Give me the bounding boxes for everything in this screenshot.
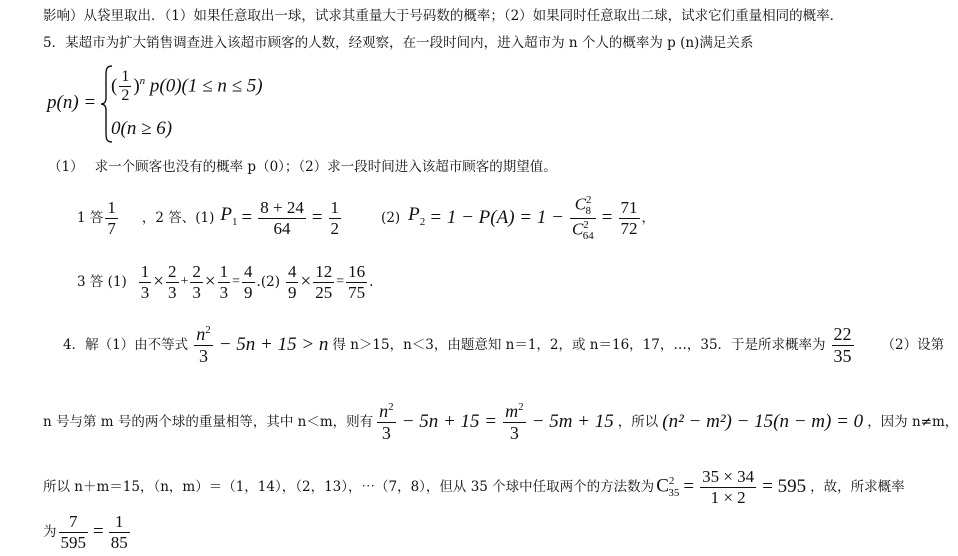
r2-num: 71	[620, 197, 638, 217]
formula-lhs: p(n) =	[47, 92, 97, 113]
a4c-f-num: 35 × 34	[702, 466, 755, 486]
a4b-tail: ，因为 n≠m，	[867, 414, 958, 430]
piecewise-formula	[47, 64, 287, 144]
a4c-c-sup: 2	[668, 474, 675, 487]
answer-3-line: 3 答 (1) $\frac{1}{3}$ × $\frac{2}{3}$ + $\frac{2}{3}$ × $\frac{1}{3}$ = $\frac{4}{9}$ .(2) $\frac{4}{9}$ × $\frac{12}{25}$ = $\frac{16}{75}$ .	[77, 261, 374, 302]
a4c-c-sub: 35	[668, 487, 680, 500]
a4c-intro: 所以 n＋m＝15，（n，m）＝（1，14），（2，13），⋯（7，8），但从 35 个球中任取两个的方法数为	[43, 479, 655, 495]
answer-3-label: 3 答 (1)	[77, 274, 127, 290]
a3-a-den: 3	[140, 282, 150, 302]
a1-tail: ，	[641, 210, 655, 226]
a4b-mid: ，所以	[617, 414, 659, 430]
a4-p-den: 35	[833, 345, 852, 366]
case-1: ( $\frac{1}{2}$ )$^n$ p(0)(1 ≤ n ≤ 5)	[111, 68, 263, 105]
a4-tail: （2）设第	[881, 337, 945, 353]
a4c-result: = 595	[762, 476, 807, 497]
a4-n: n	[196, 323, 206, 344]
answer-2-label: ，2 答、(1)	[141, 210, 215, 226]
case1-tail: p(0)(1 ≤ n ≤ 5)	[149, 75, 263, 97]
a4b-den: 3	[381, 422, 391, 443]
a4d-r-num: 1	[109, 512, 130, 533]
answer-4-line-2: n 号与第 m 号的两个球的重量相等，其中 n＜m，则有 $\frac{n^2}{3}$ − 5n + 15 = $\frac{m^2}{3}$ − 5m + 15 ，所以 (n² − m²) − 15(n − m) = 0 ，因为 n≠m，	[43, 400, 958, 443]
answer-4-line-3: 所以 n＋m＝15，（n，m）＝（1，14），（2，13），⋯（7，8），但从 35 个球中任取两个的方法数为 $C^2_{35}$ = $\frac{35 \times 34}{1 \times 2}$ = 595 ，故，所求概率	[43, 466, 905, 507]
a3-g-num: 12	[315, 261, 333, 281]
a4d-f-den: 595	[60, 532, 86, 552]
case1-exponent: n	[139, 74, 146, 87]
answer-1-2-line: 1 答 $\frac{1}{7}$ ，2 答、(1) $P_1$ = $\frac{8 + 24}{64}$ = $\frac{1}{2}$ (2) $P_2$ = 1 − P(A) = 1 − $\frac{C^2_8}{C^2_{64}}$ = $\frac{71}{72}$ ，	[77, 193, 655, 242]
answer-4-line-4: 为 $\frac{7}{595}$ = $\frac{1}{85}$	[43, 511, 128, 552]
c-den-sub: 64	[582, 229, 594, 242]
answer-4-line	[63, 318, 944, 372]
a1-den: 7	[107, 218, 116, 238]
problem-5-statement: 5．某超市为扩大销售调查进入该超市顾客的人数，经观察，在一段时间内，进入超市为 n 个人的概率为 p (n)满足关系	[43, 35, 754, 51]
a4d-r-den: 85	[110, 532, 128, 552]
a3-end: .	[369, 274, 374, 290]
case1-denominator: 2	[121, 87, 130, 105]
answer-1-label: 1 答	[77, 210, 104, 226]
a3-e-num: 4	[244, 261, 253, 281]
a4b-expr-b: − 5m + 15	[531, 411, 614, 432]
p1-sub: 1	[232, 215, 238, 228]
a1-num: 1	[107, 197, 116, 217]
a3-h-num: 16	[348, 261, 366, 281]
c-num-sup: 2	[586, 193, 592, 206]
a4c-tail: ，故，所求概率	[810, 479, 905, 495]
a3-g-den: 25	[315, 282, 333, 302]
a4-inequality: − 5n + 15 > n	[218, 334, 329, 355]
a3-d-den: 3	[219, 282, 229, 302]
a4-text: 得 n＞15，n＜3，由题意知 n＝1，2，或 n＝16，17，…，35．于是所求概率为	[332, 337, 826, 353]
a4c-c: C	[656, 475, 669, 497]
a4b-expr-a: − 5n + 15 =	[401, 411, 498, 432]
p1-symbol: P	[220, 203, 233, 225]
p2-sub: 2	[419, 215, 426, 228]
case-2: 0(n ≥ 6)	[111, 118, 173, 139]
eq1-num: 8 + 24	[260, 197, 304, 217]
question-line: （1） 求一个顾客也没有的概率 p（0）；（2）求一段时间进入该超市顾客的期望值。	[48, 159, 557, 175]
a3-b-num: 2	[168, 261, 177, 281]
c-den-sup: 2	[583, 218, 589, 231]
a3-h-den: 75	[348, 282, 366, 302]
p2-middle: = 1 − P(A) = 1 −	[429, 207, 564, 228]
c-num-sub: 8	[585, 204, 592, 217]
a3-a-num: 1	[140, 261, 150, 281]
a4b-m-sup: 2	[518, 400, 524, 413]
a3-b-den: 3	[168, 282, 177, 302]
a3-c-den: 3	[192, 282, 201, 302]
a4-n-sup: 2	[205, 323, 211, 336]
a4d-f-num: 7	[59, 512, 89, 533]
a4b-n-sup: 2	[388, 400, 394, 413]
answer-4-intro: 4．解（1）由不等式	[63, 337, 189, 353]
a4b-equation: (n² − m²) − 15(n − m) = 0	[662, 411, 864, 432]
a4-den: 3	[198, 345, 208, 366]
a3-c-num: 2	[192, 261, 201, 281]
case1-numerator: 1	[119, 68, 131, 87]
a4c-f-den: 1 × 2	[710, 487, 746, 507]
r1-den: 2	[330, 218, 340, 238]
a3-f-num: 4	[287, 261, 297, 281]
text-line-1: 影响）从袋里取出．（1）如果任意取出一球，试求其重量大于号码数的概率；（2）如果同时任意取出二球，试求它们重量相同的概率．	[43, 8, 844, 24]
a4b-n: n	[379, 400, 389, 421]
a3-d-num: 1	[219, 261, 229, 281]
part-2-label: (2)	[381, 210, 401, 226]
c-num: C	[574, 194, 587, 214]
a3-e-den: 9	[244, 282, 253, 302]
p2-symbol: P	[408, 203, 420, 225]
a4b-intro: n 号与第 m 号的两个球的重量相等，其中 n＜m，则有	[43, 414, 374, 430]
c-den: C	[571, 219, 584, 239]
a3-f-den: 9	[287, 282, 297, 302]
eq1-den: 64	[273, 218, 291, 238]
r2-den: 72	[620, 218, 638, 238]
r1-num: 1	[330, 197, 340, 217]
a4b-den-2: 3	[509, 422, 519, 443]
a4-p-num: 22	[833, 323, 852, 344]
a4d-intro: 为	[43, 524, 57, 540]
a3-mid: .(2)	[256, 274, 280, 290]
